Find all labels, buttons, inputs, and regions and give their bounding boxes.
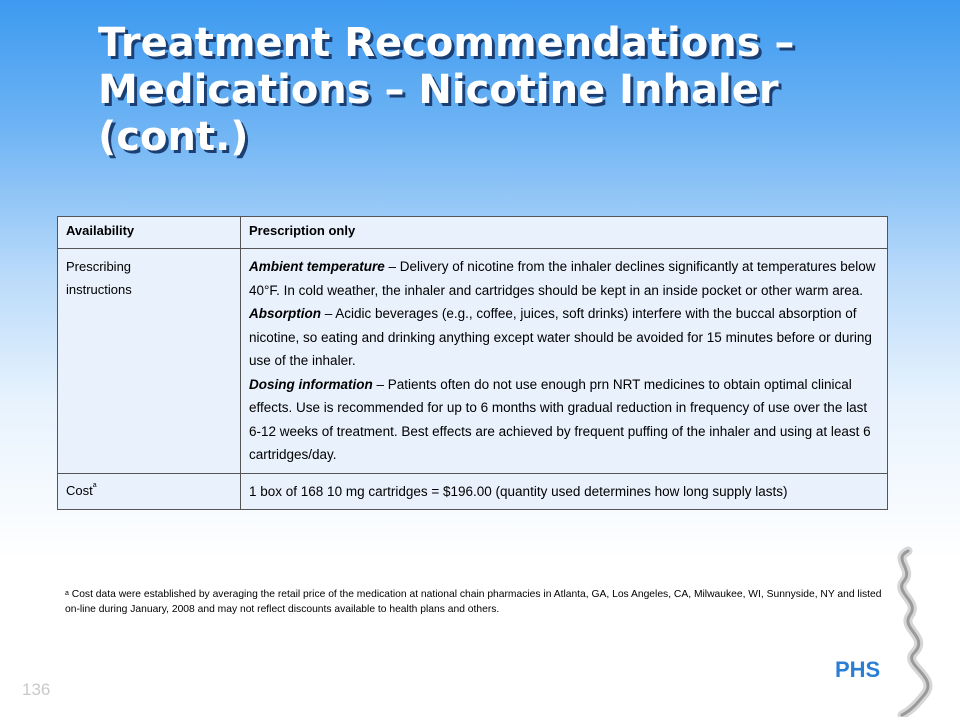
footnote-marker: a xyxy=(65,590,69,597)
phs-swirl-icon xyxy=(880,545,952,717)
slide-title xyxy=(98,20,898,161)
ambient-temperature-paragraph xyxy=(249,255,879,302)
absorption-paragraph xyxy=(249,302,879,373)
dosing-information-paragraph xyxy=(249,373,879,467)
phs-logo-text: PHS xyxy=(835,657,881,682)
dosing-information-text: – Patients often do not use enough prn NRT medicines to obtain optimal clinical effects. Use is recommended for up to 6 months with gradual reduction in frequency of use over the last 6-12 weeks of treatment. Best effects are achieved by frequent puffing of the inhaler and using at least 6 cartridges/day. xyxy=(249,376,871,462)
table-row xyxy=(58,473,888,510)
ambient-temperature-heading: Ambient temperature xyxy=(249,259,385,274)
absorption-text: – Acidic beverages (e.g., coffee, juices, soft drinks) interfere with the buccal absorption of nicotine, so eating and drinking anything except water should be avoided for 15 minutes before or during use of the inhaler. xyxy=(249,306,872,368)
cost-value: 1 box of 168 10 mg cartridges = $196.00 (quantity used determines how long supply lasts) xyxy=(241,473,888,510)
cost-label-text: Cost xyxy=(66,482,93,498)
prescribing-instructions-label xyxy=(58,249,241,474)
cost-footnote xyxy=(65,587,895,617)
footnote-text: Cost data were established by averaging the retail price of the medication at national chain pharmacies in Atlanta, GA, Los Angeles, CA, Milwaukee, WI, Sunnyside, NY and listed on-line during January, 2008 and may not reflect discounts available to health plans and others. xyxy=(65,589,882,615)
title-line-3: (cont.) xyxy=(98,114,249,160)
absorption-heading: Absorption xyxy=(249,306,321,321)
availability-value: Prescription only xyxy=(241,217,888,249)
table-row xyxy=(58,217,888,249)
table-row xyxy=(58,249,888,474)
cost-footnote-marker: a xyxy=(92,481,97,489)
recommendations-table xyxy=(57,216,888,510)
availability-label: Availability xyxy=(58,217,241,249)
page-number: 136 xyxy=(22,680,51,699)
title-line-2: Medications – Nicotine Inhaler xyxy=(98,67,779,113)
prescribing-instructions-content xyxy=(241,249,888,474)
label-line-1: Prescribing xyxy=(66,259,132,274)
label-line-2: instructions xyxy=(66,282,132,297)
cost-label xyxy=(58,473,241,510)
dosing-information-heading: Dosing information xyxy=(249,376,373,392)
ambient-temperature-text: – Delivery of nicotine from the inhaler declines significantly at temperatures below 40°F. In cold weather, the inhaler and cartridges should be kept in an inside pocket or other warm area. xyxy=(249,259,876,298)
title-line-1: Treatment Recommendations – xyxy=(98,20,795,66)
